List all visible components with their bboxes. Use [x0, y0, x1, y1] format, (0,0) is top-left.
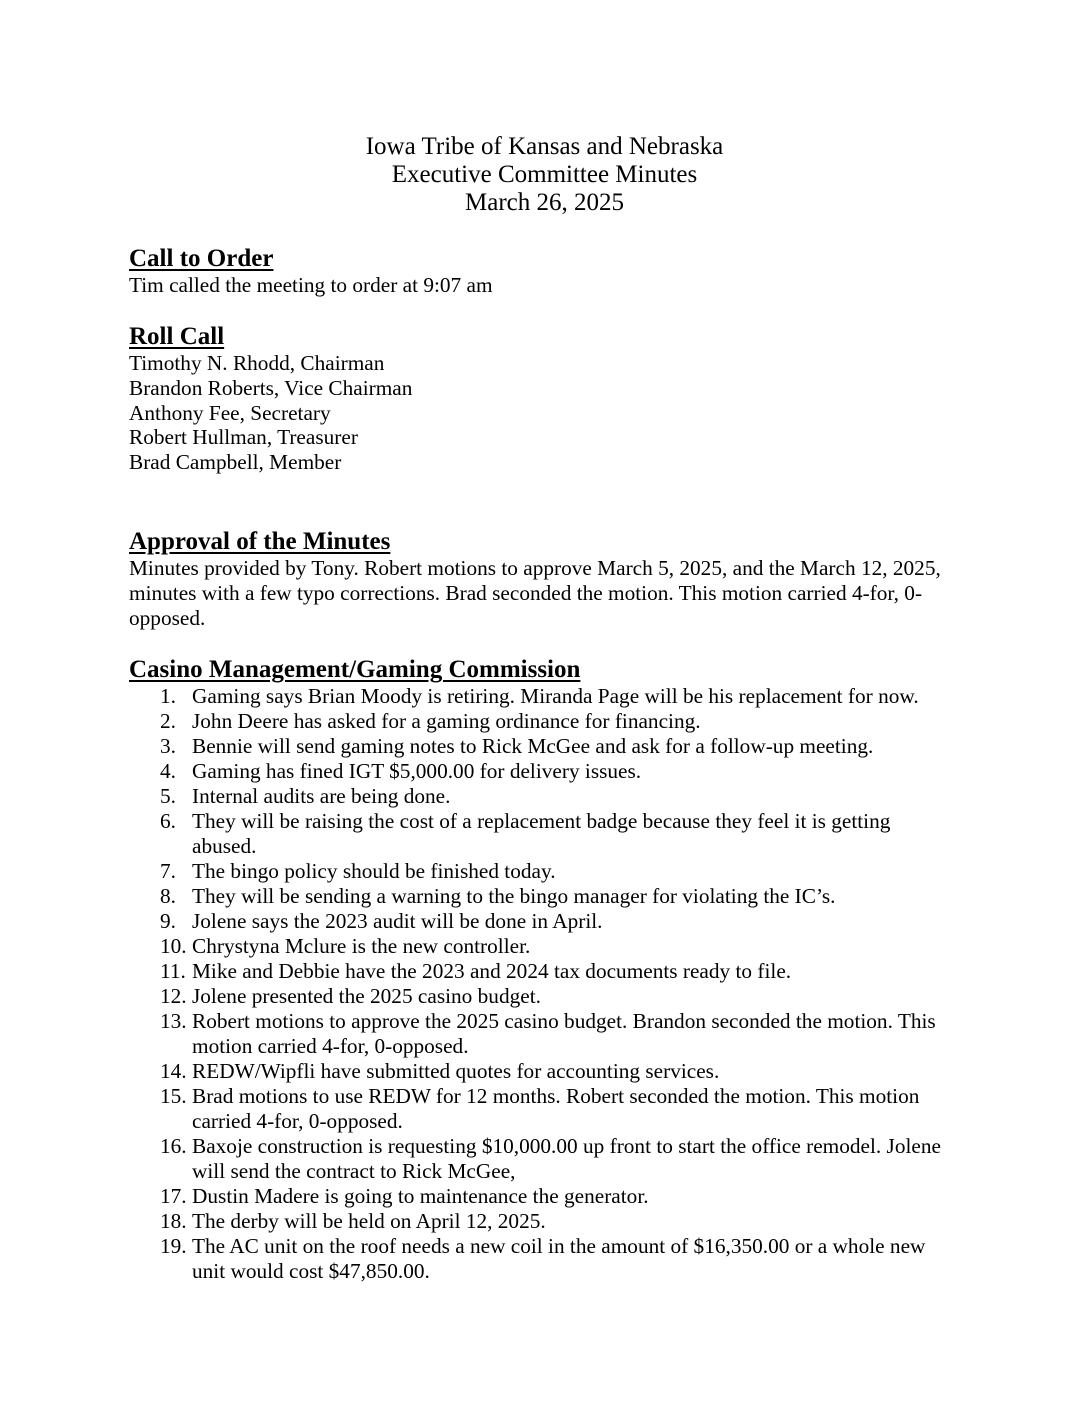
list-item: Gaming has fined IGT $5,000.00 for delivery issues. — [192, 758, 642, 783]
list-item: John Deere has asked for a gaming ordinance for financing. — [192, 708, 701, 733]
list-item: Mike and Debbie have the 2023 and 2024 tax documents ready to file. — [192, 958, 792, 983]
section-casino-management — [129, 655, 960, 1284]
roll-call-member: Brandon Roberts, Vice Chairman — [129, 375, 413, 400]
list-item: The AC unit on the roof needs a new coil in the amount of $16,350.00 or a whole new unit would cost $47,850.00. — [192, 1233, 926, 1283]
roll-call-member: Timothy N. Rhodd, Chairman — [129, 351, 385, 375]
section-roll-call — [129, 322, 960, 475]
roll-call-member: Brad Campbell, Member — [129, 450, 342, 475]
roll-call-list — [129, 351, 960, 475]
list-item: Jolene presented the 2025 casino budget. — [192, 983, 541, 1008]
approval-heading: Approval of the Minutes — [129, 527, 391, 555]
section-call-to-order — [129, 244, 960, 298]
list-item: The derby will be held on April 12, 2025. — [192, 1208, 546, 1233]
title-organization: Iowa Tribe of Kansas and Nebraska — [365, 133, 724, 160]
list-item: Brad motions to use REDW for 12 months. Robert seconded the motion. This motion carried 4-for, 0-opposed. — [192, 1083, 920, 1133]
list-item: Chrystyna Mclure is the new controller. — [192, 933, 531, 958]
title-document-type: Executive Committee Minutes — [391, 161, 698, 188]
list-item: Internal audits are being done. — [192, 783, 451, 808]
list-item: REDW/Wipfli have submitted quotes for accounting services. — [192, 1058, 720, 1083]
list-item: Jolene says the 2023 audit will be done in April. — [192, 908, 603, 933]
list-item: The bingo policy should be finished today. — [192, 858, 556, 883]
call-to-order-body: Tim called the meeting to order at 9:07 am — [129, 273, 493, 297]
section-approval-of-minutes — [129, 527, 960, 631]
list-item: They will be sending a warning to the bingo manager for violating the IC’s. — [192, 883, 836, 908]
approval-paragraph: Minutes provided by Tony. Robert motions to approve March 5, 2025, and the March 12, 2025, minutes with a few typo corrections. Brad seconded the motion. This motion carried 4-for, 0-opposed. — [129, 555, 941, 630]
call-to-order-heading: Call to Order — [129, 245, 274, 272]
roll-call-heading: Roll Call — [129, 323, 225, 350]
document-title-block — [129, 133, 960, 217]
list-item: Baxoje construction is requesting $10,000.00 up front to start the office remodel. Jolene will send the contract to Rick McGee, — [192, 1133, 941, 1183]
list-item: Robert motions to approve the 2025 casino budget. Brandon seconded the motion. This motion carried 4-for, 0-opposed. — [192, 1008, 936, 1058]
list-item: Bennie will send gaming notes to Rick McGee and ask for a follow-up meeting. — [192, 733, 874, 758]
list-item: Dustin Madere is going to maintenance the generator. — [192, 1183, 649, 1208]
list-item: Gaming says Brian Moody is retiring. Miranda Page will be his replacement for now. — [192, 683, 919, 708]
casino-items-list — [129, 684, 960, 1284]
title-date: March 26, 2025 — [465, 189, 624, 216]
roll-call-member: Robert Hullman, Treasurer — [129, 425, 358, 450]
casino-heading: Casino Management/Gaming Commission — [129, 655, 581, 683]
roll-call-member: Anthony Fee, Secretary — [129, 400, 331, 425]
list-item: They will be raising the cost of a replacement badge because they feel it is getting abused. — [192, 808, 891, 858]
